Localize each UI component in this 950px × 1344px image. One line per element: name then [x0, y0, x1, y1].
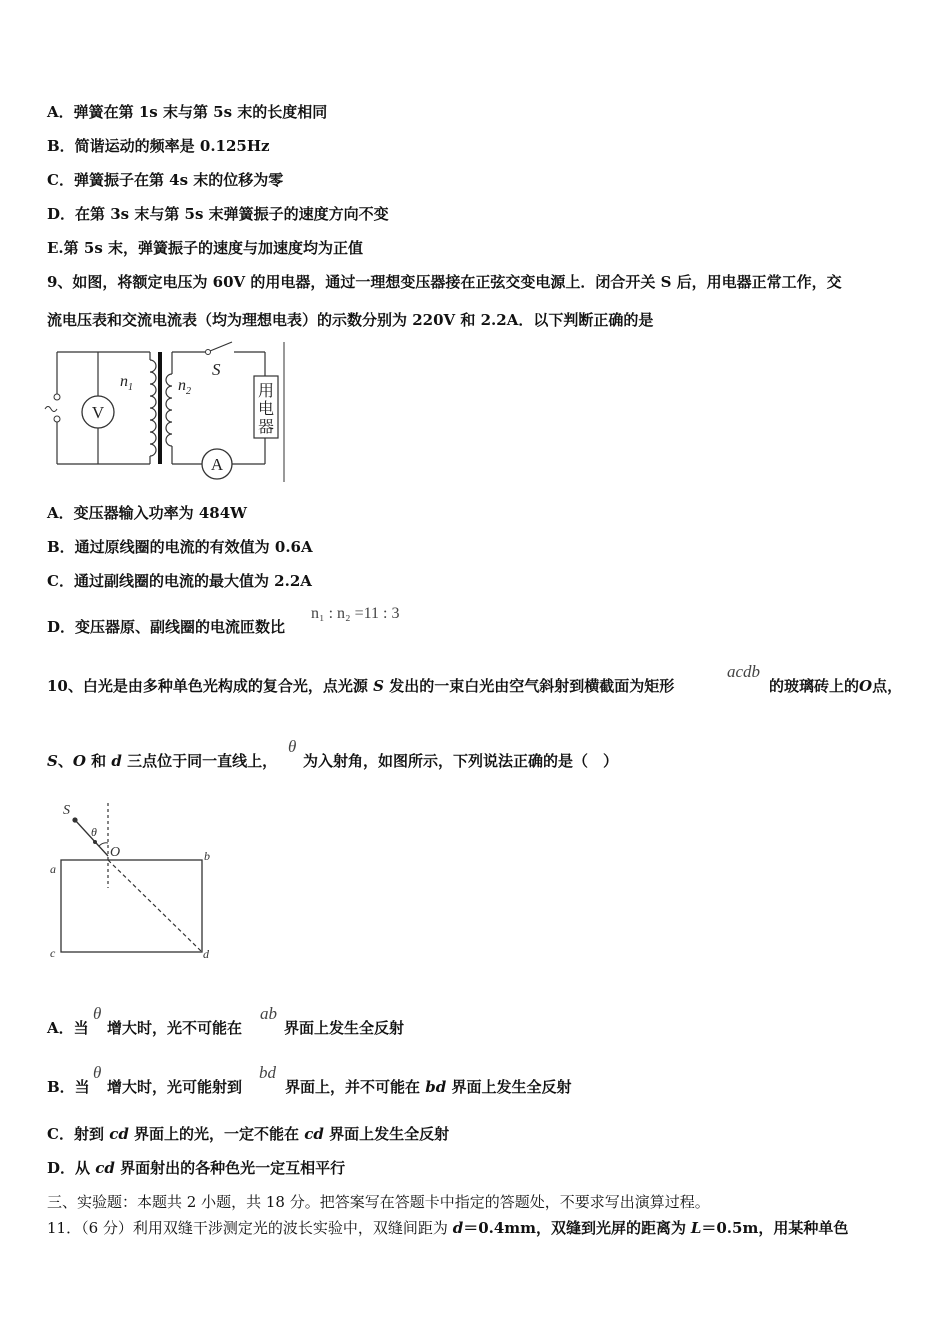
q9-option-d-text: D．变压器原、副线圈的电流匝数比	[47, 618, 286, 636]
q8-option-b: B．简谐运动的频率是 0.125Hz	[47, 137, 270, 155]
q9-stem-line2: 流电压表和交流电流表（均为理想电表）的示数分别为 220V 和 2.2A．以下判断正确的是	[47, 311, 654, 329]
q10-option-a-mid: 增大时，光不可能在	[107, 1019, 243, 1037]
n1-label: n	[120, 373, 128, 390]
q10-rect-name: acdb	[727, 662, 761, 681]
svg-text:n1	[120, 373, 133, 393]
glass-brick-figure	[45, 798, 225, 966]
line-O-to-d	[108, 860, 202, 952]
glass-rectangle	[61, 860, 202, 952]
q8-option-d: D．在第 3s 末与第 5s 末弹簧振子的速度方向不变	[47, 205, 389, 223]
q9-option-d	[47, 617, 285, 637]
q8-option-a: A．弹簧在第 1s 末与第 5s 末的长度相同	[47, 103, 328, 121]
voltmeter-label: V	[91, 403, 105, 422]
q8-option-e: E.第 5s 末，弹簧振子的速度与加速度均为正值	[47, 239, 363, 257]
q10-stem-line2-end: 为入射角，如图所示，下列说法正确的是（ ）	[303, 752, 619, 770]
q10-stem-line2-start: S、O 和 d 三点位于同一直线上，	[47, 752, 278, 770]
n1-subscript: 1	[128, 382, 133, 393]
fig-label-d: d	[203, 947, 209, 961]
q10-option-b-prefix: B．当	[47, 1078, 90, 1096]
device-char-2: 电	[257, 399, 275, 418]
q9-stem-line1: 9、如图，将额定电压为 60V 的用电器，通过一理想变压器接在正弦交变电源上．闭合开关 S 后，用电器正常工作，交	[47, 273, 842, 291]
fig-label-c: c	[50, 946, 56, 960]
q10-stem-line1-end: 的玻璃砖上的O点，	[769, 677, 903, 695]
q10-option-d: D．从 cd 界面射出的各种色光一定互相平行	[47, 1159, 346, 1177]
q9-option-c: C．通过副线圈的电流的最大值为 2.2A	[47, 572, 312, 590]
q9-option-b: B．通过原线圈的电流的有效值为 0.6A	[47, 538, 313, 556]
device-char-3: 器	[257, 417, 275, 436]
n2-label: n	[178, 377, 186, 394]
fig-label-b: b	[204, 849, 210, 863]
q10-option-a-ab: ab	[260, 1004, 277, 1023]
q11-stem: 11．（6 分）利用双缝干涉测定光的波长实验中，双缝间距为 d＝0.4mm，双缝到光屏的距离为 L＝0.5m，用某种单色	[47, 1219, 849, 1237]
q10-option-a-theta: θ	[93, 1004, 102, 1023]
device-char-1: 用	[257, 381, 275, 400]
q10-option-b-suffix: 界面上，并不可能在 bd 界面上发生全反射	[285, 1078, 572, 1096]
q9-option-d-ratio: n₁ : n₂ =11 : 3	[311, 605, 400, 622]
q9-option-a: A．变压器输入功率为 484W	[47, 504, 248, 522]
q10-option-a-prefix: A．当	[47, 1019, 89, 1037]
q10-option-b-bd: bd	[259, 1063, 276, 1082]
svg-text:n2	[178, 377, 191, 397]
n2-subscript: 2	[186, 386, 191, 397]
q10-option-b-theta: θ	[93, 1063, 102, 1082]
transformer-circuit-figure	[40, 340, 290, 485]
transformer-core	[158, 352, 162, 464]
switch-label: S	[212, 360, 221, 379]
section3-heading: 三、实验题：本题共 2 小题，共 18 分。把答案写在答题卡中指定的答题处，不要求写出演算过程。	[47, 1193, 710, 1211]
fig-label-a: a	[50, 862, 56, 876]
fig-label-S: S	[63, 803, 70, 818]
q10-stem-line1: 10、白光是由多种单色光构成的复合光，点光源 S 发出的一束白光由空气斜射到横截面为矩形	[47, 677, 675, 695]
switch-blade	[210, 342, 232, 351]
fig-label-O: O	[110, 845, 121, 860]
fig-label-theta: θ	[91, 825, 97, 839]
q10-theta: θ	[288, 737, 297, 756]
q10-option-a-suffix: 界面上发生全反射	[284, 1019, 405, 1037]
q8-option-c: C．弹簧振子在第 4s 末的位移为零	[47, 171, 284, 189]
q10-option-c: C．射到 cd 界面上的光，一定不能在 cd 界面上发生全反射	[47, 1125, 450, 1143]
q10-option-b-mid: 增大时，光可能射到	[107, 1078, 243, 1096]
ammeter-label: A	[210, 455, 224, 474]
